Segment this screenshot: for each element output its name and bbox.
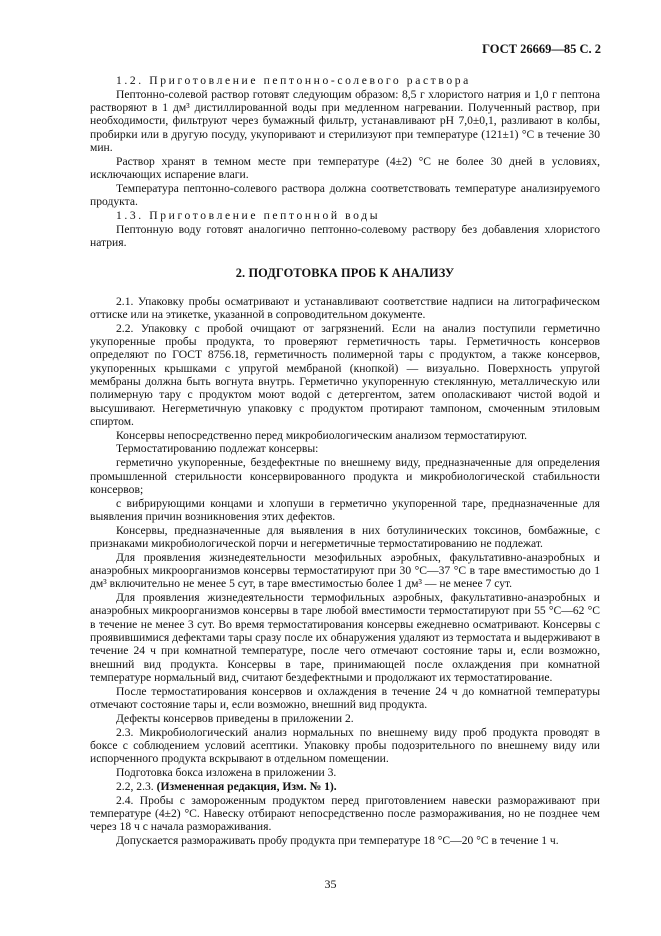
page-number: 35 — [324, 877, 337, 891]
page-header: ГОСТ 26669—85 С. 2 — [482, 42, 601, 56]
paragraph: Консервы, предназначенные для выявления в них ботулинических токсинов, бомбажные, с признаками микробиологической порчи и негерметичные термостатированию не подлежат. — [90, 523, 600, 550]
paragraph: Раствор хранят в темном месте при температуре (4±2) °С не более 30 дней в условиях, исключающих испарение влаги. — [90, 154, 600, 182]
document-body — [90, 74, 600, 848]
paragraph: Термостатированию подлежат консервы: — [116, 442, 319, 456]
paragraph: Консервы непосредственно перед микробиологическим анализом термостатируют. — [116, 428, 528, 442]
amendment-note — [90, 780, 600, 793]
amendment-label: (Измененная редакция, Изм. № 1). — [156, 779, 337, 793]
paragraph: 2.1. Упаковку пробы осматривают и устанавливают соответствие надписи на литографическом оттиске или на этикетке, указанной в сопроводительном документе. — [90, 294, 600, 321]
paragraph: Пептонно-солевой раствор готовят следующим образом: 8,5 г хлористого натрия и 1,0 г пептона растворяют в 1 дм³ дистиллированной воды при медленном нагревании. Полученный раствор, при необходимости, фильтруют через бумажный фильтр, устанавливают pH 7,0±0,1, разливают в колбы, пробирки или в другую посуду, укупоривают и стерилизуют при температуре (121±1) °С в течение 30 мин. — [90, 87, 600, 154]
section-1-3-title: 1.3. Приготовление пептонной воды — [116, 208, 381, 222]
paragraph: После термостатирования консервов и охлаждения в течение 24 ч до комнатной температуры отмечают состояние тары и, если возможно, внешний вид продукта. — [90, 684, 600, 712]
section-2-heading: 2. ПОДГОТОВКА ПРОБ К АНАЛИЗУ — [235, 266, 455, 281]
paragraph: Дефекты консервов приведены в приложении 2. — [116, 711, 354, 725]
paragraph: Пептонную воду готовят аналогично пептонно-солевому раствору без добавления хлористого натрия. — [90, 222, 600, 250]
paragraph: Подготовка бокса изложена в приложении 3. — [116, 766, 337, 780]
paragraph: 2.3. Микробиологический анализ нормальных по внешнему виду проб продукта проводят в боксе с соблюдением условий асептики. Упаковку пробы подозрительного по внешнему виду или испорченного продукта вскрывают в отдельном помещении. — [90, 725, 600, 766]
section-1-2-title: 1.2. Приготовление пептонно-солевого раствора — [116, 74, 471, 87]
paragraph: 2.2. Упаковку с пробой очищают от загрязнений. Если на анализ поступили герметично укупоренные пробы продукта, то проверяют герметичность тары. Герметичность консервов определяют по ГОСТ 8756.18, герметичность полимерной тары с продуктом, а также консервов, укупоренных крышками с упругой мембраной (кнопкой) — визуально. Поверхность упругой мембраны должна быть вогнута внутрь. Герметично укупоренную стеклянную, металлическую или полимерную тару с продуктом моют водой с детергентом, затем ополаскивают чистой водой и высушивают. Негерметичную упаковку с продуктом протирают тампоном, смоченным этиловым спиртом. — [90, 321, 600, 428]
paragraph: Температура пептонно-солевого раствора должна соответствовать температуре анализируемого продукта. — [90, 181, 600, 209]
paragraph: Для проявления жизнедеятельности мезофильных аэробных, факультативно-анаэробных и анаэробных микроорганизмов консервы термостатируют при 30 °С—37 °С в таре вместимостью до 1 дм³ включительно не менее 5 сут, в таре вместимостью более 1 дм³ — не менее 7 сут. — [90, 550, 600, 591]
paragraph: Для проявления жизнедеятельности термофильных аэробных, факультативно-анаэробных и анаэробных микроорганизмов консервы в таре любой вместимости термостатируют при 55 °С—62 °С в течение не менее 3 сут. Во время термостатирования консервы ежедневно осматривают. Консервы с проявившимися дефектами тары сразу после их обнаружения удаляют из термостата и выдерживают в течение 24 ч при комнатной температуре, после чего отмечают состояние тары и, если возможно, внешний вид продукта. Консервы в таре, принимающей после охлаждения при комнатной температуре нормальный вид, считают бездефектными и продолжают их термостатирование. — [90, 591, 600, 684]
list-item: герметично укупоренные, бездефектные по внешнему виду, предназначенные для определения промышленной стерильности консервированного продукта и микробиологической стабильности консервов; — [90, 456, 600, 496]
paragraph: 2.4. Пробы с замороженным продуктом перед приготовлением навески размораживают при температуре (4±2) °С. Навеску отбирают непосредственно после размораживания, но не позднее чем через 18 ч с начала размораживания. — [90, 793, 600, 834]
paragraph: Допускается размораживать пробу продукта при температуре 18 °С—20 °С в течение 1 ч. — [116, 834, 559, 848]
amendment-clauses: 2.2, 2.3. — [116, 779, 154, 793]
list-item: с вибрирующими концами и хлопуши в герметично укупоренной таре, предназначенные для выявления причин возникновения этих дефектов. — [90, 496, 600, 523]
